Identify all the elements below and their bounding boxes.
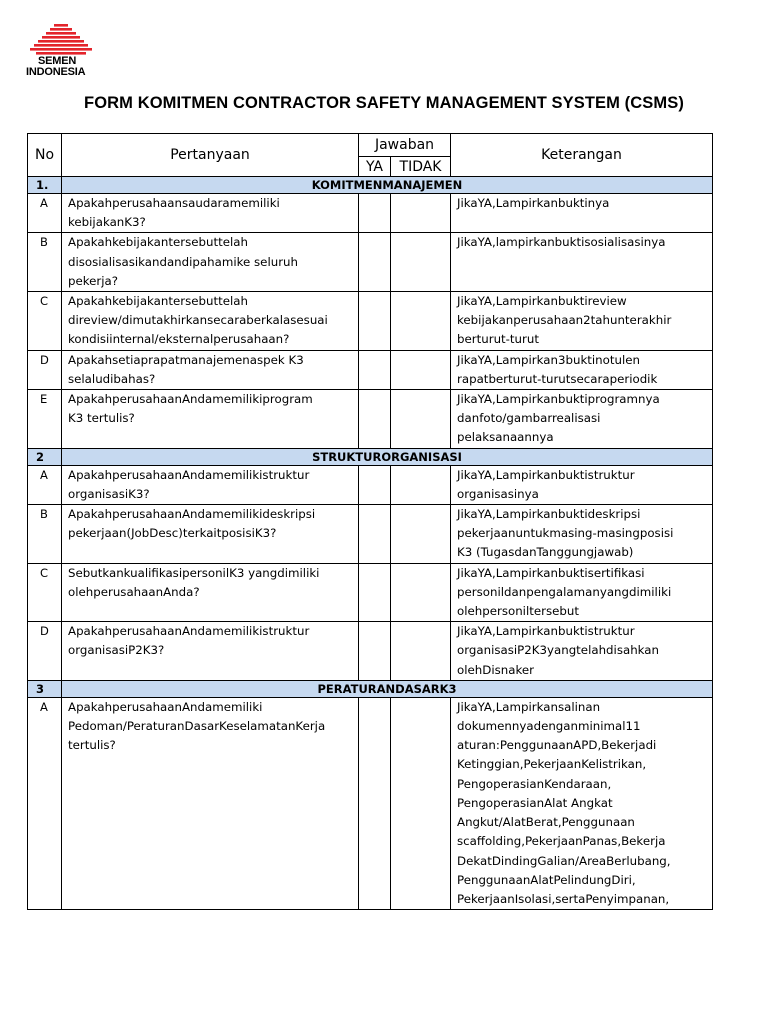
table-row: [28, 622, 713, 681]
row-number: B: [28, 233, 62, 292]
table-row: [28, 233, 713, 292]
table-row: [28, 194, 713, 233]
keterangan-cell: JikaYA,Lampirkanbuktistruktur organisasinya: [451, 465, 713, 504]
logo-line2: INDONESIA: [26, 66, 86, 78]
keterangan-cell: JikaYA,Lampirkanbuktireview kebijakanperusahaan2tahunterakhir berturut-turut: [451, 292, 713, 351]
table-row: [28, 292, 713, 351]
row-number: D: [28, 350, 62, 389]
table-row: [28, 563, 713, 622]
answer-ya-cell[interactable]: [359, 292, 391, 351]
answer-tidak-cell[interactable]: [391, 350, 451, 389]
document-title: FORM KOMITMEN CONTRACTOR SAFETY MANAGEMENT SYSTEM (CSMS): [84, 94, 684, 112]
keterangan-cell: JikaYA,Lampirkan3buktinotulen rapatberturut-turutsecaraperiodik: [451, 350, 713, 389]
answer-tidak-cell[interactable]: [391, 194, 451, 233]
answer-tidak-cell[interactable]: [391, 563, 451, 622]
row-number: A: [28, 697, 62, 909]
answer-tidak-cell[interactable]: [391, 233, 451, 292]
row-number: A: [28, 465, 62, 504]
question-cell: Apakahsetiaprapatmanajemenaspek K3 selaludibahas?: [62, 350, 359, 389]
header-keterangan: Keterangan: [451, 134, 713, 177]
section-number: 3: [28, 680, 62, 697]
table-row: [28, 390, 713, 449]
answer-tidak-cell[interactable]: [391, 292, 451, 351]
keterangan-cell: JikaYA,lampirkanbuktisosialisasinya: [451, 233, 713, 292]
table-row: [28, 465, 713, 504]
keterangan-cell: JikaYA,Lampirkanbuktiprogramnya danfoto/gambarrealisasi pelaksanaannya: [451, 390, 713, 449]
question-cell: ApakahperusahaanAndamemilikiprogram K3 tertulis?: [62, 390, 359, 449]
header-pertanyaan: Pertanyaan: [62, 134, 359, 177]
table-row: [28, 350, 713, 389]
question-cell: Apakahkebijakantersebuttelah disosialisasikandandipahamike seluruh pekerja?: [62, 233, 359, 292]
keterangan-cell: JikaYA,Lampirkansalinan dokumennyadenganminimal11 aturan:PenggunaanAPD,Bekerjadi Ketinggian,PekerjaanKelistrikan, PengoperasianKendaraan, PengoperasianAlat Angkat Angkut/AlatBerat,Penggunaan scaffolding,PekerjaanPanas,Bekerja DekatDindingGalian/AreaBerlubang, PenggunaanAlatPelindungDiri, PekerjaanIsolasi,sertaPenyimpanan,: [451, 697, 713, 909]
row-number: A: [28, 194, 62, 233]
logo-wordmark: [26, 56, 85, 78]
answer-ya-cell[interactable]: [359, 350, 391, 389]
section-title: KOMITMENMANAJEMEN: [62, 177, 713, 194]
answer-tidak-cell[interactable]: [391, 505, 451, 564]
row-number: D: [28, 622, 62, 681]
question-cell: ApakahperusahaanAndamemilikistruktur organisasiK3?: [62, 465, 359, 504]
answer-ya-cell[interactable]: [359, 390, 391, 449]
header-ya: YA: [359, 157, 391, 177]
section-row: [28, 680, 713, 697]
csms-form-table: [27, 133, 713, 910]
answer-ya-cell[interactable]: [359, 465, 391, 504]
question-cell: Apakahperusahaansaudaramemiliki kebijakanK3?: [62, 194, 359, 233]
keterangan-cell: JikaYA,Lampirkanbuktistruktur organisasiP2K3yangtelahdisahkan olehDisnaker: [451, 622, 713, 681]
answer-ya-cell[interactable]: [359, 233, 391, 292]
question-cell: ApakahperusahaanAndamemilikistruktur organisasiP2K3?: [62, 622, 359, 681]
answer-ya-cell[interactable]: [359, 697, 391, 909]
section-title: STRUKTURORGANISASI: [62, 448, 713, 465]
keterangan-cell: JikaYA,Lampirkanbuktisertifikasi personildanpengalamanyangdimiliki olehpersoniltersebut: [451, 563, 713, 622]
table-row: [28, 697, 713, 909]
question-cell: ApakahperusahaanAndamemiliki Pedoman/PeraturanDasarKeselamatanKerja tertulis?: [62, 697, 359, 909]
row-number: B: [28, 505, 62, 564]
row-number: C: [28, 292, 62, 351]
table-row: [28, 505, 713, 564]
section-row: [28, 177, 713, 194]
section-number: 2: [28, 448, 62, 465]
question-cell: ApakahperusahaanAndamemilikideskripsi pekerjaan(JobDesc)terkaitposisiK3?: [62, 505, 359, 564]
answer-tidak-cell[interactable]: [391, 697, 451, 909]
answer-ya-cell[interactable]: [359, 622, 391, 681]
section-title: PERATURANDASARK3: [62, 680, 713, 697]
question-cell: SebutkankualifikasipersonilK3 yangdimiliki olehperusahaanAnda?: [62, 563, 359, 622]
keterangan-cell: JikaYA,Lampirkanbuktideskripsi pekerjaanuntukmasing-masingposisi K3 (TugasdanTanggungjawab): [451, 505, 713, 564]
logo-line1: SEMEN: [38, 55, 77, 67]
row-number: E: [28, 390, 62, 449]
row-number: C: [28, 563, 62, 622]
answer-tidak-cell[interactable]: [391, 465, 451, 504]
section-number: 1.: [28, 177, 62, 194]
keterangan-cell: JikaYA,Lampirkanbuktinya: [451, 194, 713, 233]
answer-ya-cell[interactable]: [359, 194, 391, 233]
header-jawaban: Jawaban: [359, 134, 451, 157]
answer-ya-cell[interactable]: [359, 505, 391, 564]
header-tidak: TIDAK: [391, 157, 451, 177]
section-row: [28, 448, 713, 465]
answer-tidak-cell[interactable]: [391, 390, 451, 449]
answer-tidak-cell[interactable]: [391, 622, 451, 681]
header-no: No: [28, 134, 62, 177]
answer-ya-cell[interactable]: [359, 563, 391, 622]
question-cell: Apakahkebijakantersebuttelah direview/dimutakhirkansecaraberkalasesuai kondisiinternal/eksternalperusahaan?: [62, 292, 359, 351]
